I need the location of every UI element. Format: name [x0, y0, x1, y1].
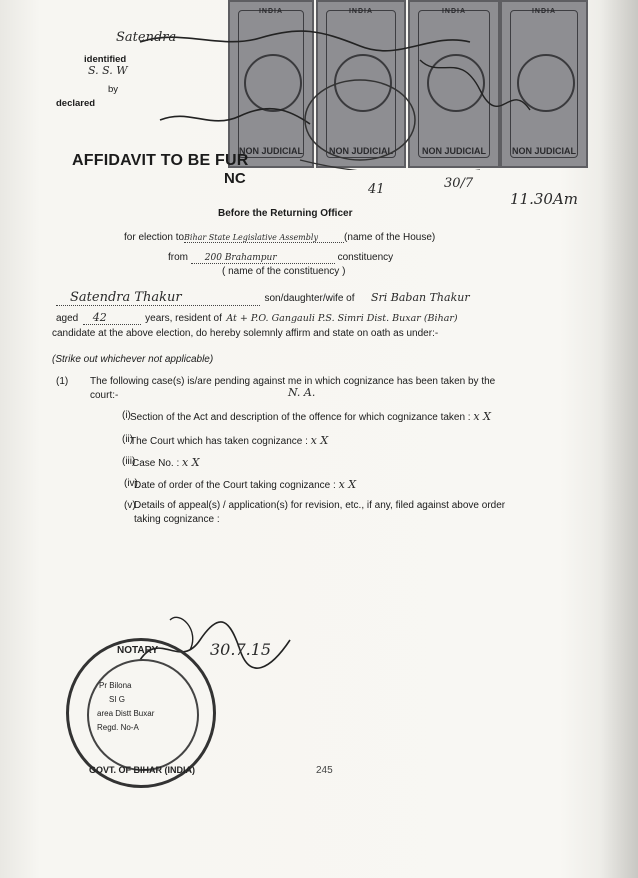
page-number: 245: [316, 765, 333, 776]
stamp-value: NON JUDICIAL: [238, 146, 303, 156]
item-number: (v): [124, 500, 136, 511]
item-number: (ii): [122, 434, 134, 445]
stamp-number: 41: [368, 182, 385, 197]
item-text-v-cont: taking cognizance :: [134, 514, 220, 525]
strike-out-note: (Strike out whichever not applicable): [52, 354, 214, 365]
stamp-date: 30/7: [444, 176, 474, 191]
affidavit-title: AFFIDAVIT TO BE FUR: [72, 152, 249, 169]
from-prefix: from: [168, 252, 188, 263]
age-value: 42: [83, 311, 141, 325]
election-line: [124, 232, 435, 243]
seal-bottom-text: GOVT. OF BIHAR (INDIA): [89, 765, 195, 775]
stamp-label: INDIA: [348, 8, 374, 15]
address-value: At + P.O. Gangauli P.S. Simri Dist. Buxar (Bihar): [226, 313, 458, 324]
aged-label: aged: [56, 313, 79, 324]
handwritten-name-top: Satendra: [116, 30, 177, 45]
item-text: [134, 478, 356, 491]
stamp-value: NON JUDICIAL: [511, 146, 576, 156]
item-number: (i): [122, 410, 131, 421]
stamp-time: 11.30Am: [510, 190, 578, 208]
handwritten-initials: S. S. W: [88, 64, 128, 77]
item-text-ii: The Court which has taken cognizance :: [130, 436, 308, 447]
stamp-value: NON JUDICIAL: [421, 146, 486, 156]
notary-date: 30.7.15: [210, 640, 272, 659]
item-answer: x X: [182, 456, 200, 469]
seal-top-text: NOTARY: [117, 645, 159, 656]
item-text-v: Details of appeal(s) / application(s) for revision, etc., if any, filed against above order: [134, 500, 506, 511]
item-number: (iii): [122, 456, 136, 467]
declared-label: declared: [56, 98, 96, 109]
election-prefix: for election to: [124, 232, 185, 243]
not-applicable-mark: N. A.: [288, 386, 316, 399]
age-address-line: [56, 308, 616, 326]
seal-inner-text-2: SI G: [109, 695, 126, 704]
stamp-label: INDIA: [258, 8, 284, 15]
father-name: Sri Baban Thakur: [370, 291, 470, 304]
item-number: (iv): [124, 478, 138, 489]
seal-inner-text-3: area Distt Buxar: [97, 709, 155, 718]
item-text-iv: Date of order of the Court taking cognizance :: [134, 480, 336, 491]
item-answer: x X: [310, 434, 329, 447]
constituency-suffix: constituency: [337, 252, 394, 263]
constituency-note: ( name of the constituency ): [222, 266, 346, 277]
item-text: [130, 410, 570, 423]
stamp-value: NON JUDICIAL: [328, 146, 393, 156]
identified-label: identified: [84, 54, 127, 65]
page-edge-shadow: [600, 0, 638, 878]
section-text: The following case(s) is/are pending against me in which cognizance has been taken by the: [90, 376, 496, 387]
candidate-line: [56, 288, 616, 306]
section-text-cont: court:-: [90, 390, 119, 401]
item-answer: x X: [338, 478, 357, 491]
resident-label: years, resident of: [145, 313, 222, 324]
item-text: [130, 434, 328, 447]
stamp-label: INDIA: [441, 8, 467, 15]
seal-inner-text-1: Pr Bilona: [99, 681, 132, 690]
notary-seal: [66, 638, 216, 788]
seal-inner-text-4: Regd. No-A: [97, 723, 139, 732]
candidate-name: Satendra Thakur: [56, 290, 260, 306]
affidavit-title-continued: NC: [224, 170, 246, 187]
section-number: (1): [56, 376, 69, 387]
constituency-name: 200 Brahampur: [191, 253, 335, 264]
stamp-label: INDIA: [531, 8, 557, 15]
declaration-line: candidate at the above election, do hereby solemnly affirm and state on oath as under:-: [52, 328, 439, 339]
constituency-line: [168, 252, 393, 264]
item-answer: x X: [473, 410, 491, 423]
by-label: by: [108, 84, 119, 95]
election-suffix: (name of the House): [344, 232, 436, 243]
item-text: [132, 456, 200, 469]
item-text-iii: Case No. :: [132, 458, 180, 469]
election-house: Bihar State Legislative Assembly: [184, 233, 344, 243]
son-of-label: son/daughter/wife of: [264, 293, 355, 304]
returning-officer-heading: Before the Returning Officer: [218, 208, 353, 219]
item-text-i: Section of the Act and description of the offence for which cognizance taken :: [130, 412, 471, 423]
